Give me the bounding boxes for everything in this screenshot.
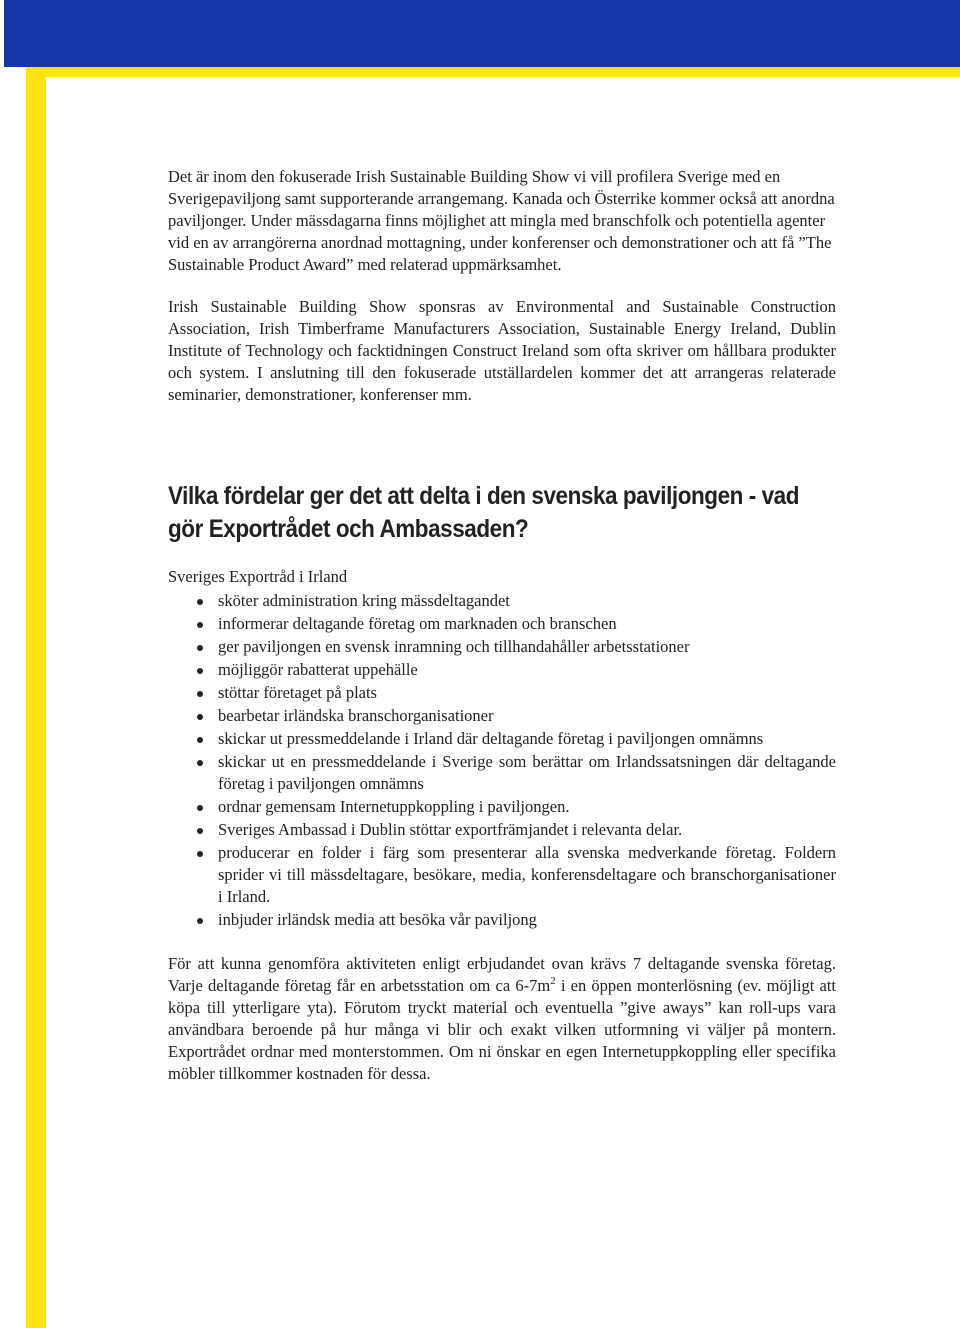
list-item-text: ger paviljongen en svensk inramning och tillhandahåller arbetsstationer <box>218 637 690 656</box>
list-item-text: producerar en folder i färg som presenterar alla svenska medverkande företag. Foldern sprider vi till mässdeltagare, besökare, media, konferensdeltagare och branschorganisationer i Irland. <box>218 843 836 906</box>
list-item-text: skickar ut pressmeddelande i Irland där deltagande företag i paviljongen omnämns <box>218 729 764 748</box>
bullet-icon <box>197 737 203 743</box>
list-item <box>168 909 836 931</box>
document-body <box>168 166 836 1085</box>
list-item-text: informerar deltagande företag om marknaden och branschen <box>218 614 617 633</box>
bullet-icon <box>197 828 203 834</box>
list-item <box>168 636 836 658</box>
list-item <box>168 613 836 635</box>
list-intro: Sveriges Exportråd i Irland <box>168 567 348 586</box>
list-item-text: stöttar företaget på plats <box>218 683 377 702</box>
benefits-list <box>168 590 836 931</box>
bullet-icon <box>197 805 203 811</box>
header-yellow-stripe <box>26 67 960 77</box>
list-item <box>168 659 836 681</box>
superscript-two: 2 <box>550 975 556 987</box>
list-item <box>168 819 836 841</box>
sponsor-paragraph: Irish Sustainable Building Show sponsras av Environmental and Sustainable Construction Association, Irish Timberframe Manufacturers Association, Sustainable Energy Ireland, Dublin Institute of Technology och facktidningen Construct Ireland som ofta skriver om hållbara produkter och system. I anslutning till den fokuserade utställardelen kommer det att arrangeras relaterade seminarier, demonstrationer, konferenser mm. <box>168 297 836 404</box>
closing-paragraph <box>168 953 836 1085</box>
list-item-text: ordnar gemensam Internetuppkoppling i paviljongen. <box>218 797 570 816</box>
list-item <box>168 796 836 818</box>
list-item-text: bearbetar irländska branschorganisationer <box>218 706 494 725</box>
list-item-text: skickar ut en pressmeddelande i Sverige som berättar om Irlandssatsningen där deltagande företag i paviljongen omnämns <box>218 752 836 793</box>
intro-paragraph: Det är inom den fokuserade Irish Sustainable Building Show vi vill profilera Sverige med en Sverigepaviljong samt supporterande arrangemang. Kanada och Österrike kommer också att anordna paviljonger. Under mässdagarna finns möjlighet att mingla med branschfolk och potentiella agenter vid en av arrangörerna anordnad mottagning, under konferenser och demonstrationer och att få ”The Sustainable Product Award” med relaterad uppmärksamhet. <box>168 167 835 274</box>
list-item <box>168 728 836 750</box>
bullet-icon <box>197 918 203 924</box>
list-item-text: Sveriges Ambassad i Dublin stöttar exportfrämjandet i relevanta delar. <box>218 820 683 839</box>
bullet-icon <box>197 691 203 697</box>
left-yellow-stripe <box>26 67 46 1328</box>
bullet-icon <box>197 714 203 720</box>
header-blue-band <box>4 0 960 67</box>
list-item <box>168 705 836 727</box>
bullet-icon <box>197 599 203 605</box>
closing-text-end: i en öppen monterlösning (ev. möjligt att köpa till ytterligare yta). Förutom tryckt material och eventuella ”give aways” kan roll-ups vara användbara beroende på hur många vi blir och exakt vilken utformning vi väljer på montern. Exportrådet ordnar med monterstommen. Om ni önskar en egen Internetuppkoppling eller specifika möbler tillkommer kostnaden för dessa. <box>168 976 836 1083</box>
list-item <box>168 682 836 704</box>
list-item <box>168 590 836 612</box>
bullet-icon <box>197 760 203 766</box>
list-item-text: sköter administration kring mässdeltagandet <box>218 591 510 610</box>
bullet-icon <box>197 622 203 628</box>
bullet-icon <box>197 668 203 674</box>
bullet-icon <box>197 851 203 857</box>
list-item-text: möjliggör rabatterat uppehälle <box>218 660 418 679</box>
bullet-icon <box>197 645 203 651</box>
section-heading: Vilka fördelar ger det att delta i den svenska paviljongen - vad gör Exportrådet och Ambassaden? <box>168 482 799 543</box>
closing-text-start: För att kunna genomföra aktiviteten enligt erbjudandet ovan krävs 7 deltagande svenska företag. Varje deltagande företag får en arbetsstation om ca 6-7m <box>168 954 836 995</box>
list-item <box>168 842 836 908</box>
list-item-text: inbjuder irländsk media att besöka vår paviljong <box>218 910 537 929</box>
list-item <box>168 751 836 795</box>
